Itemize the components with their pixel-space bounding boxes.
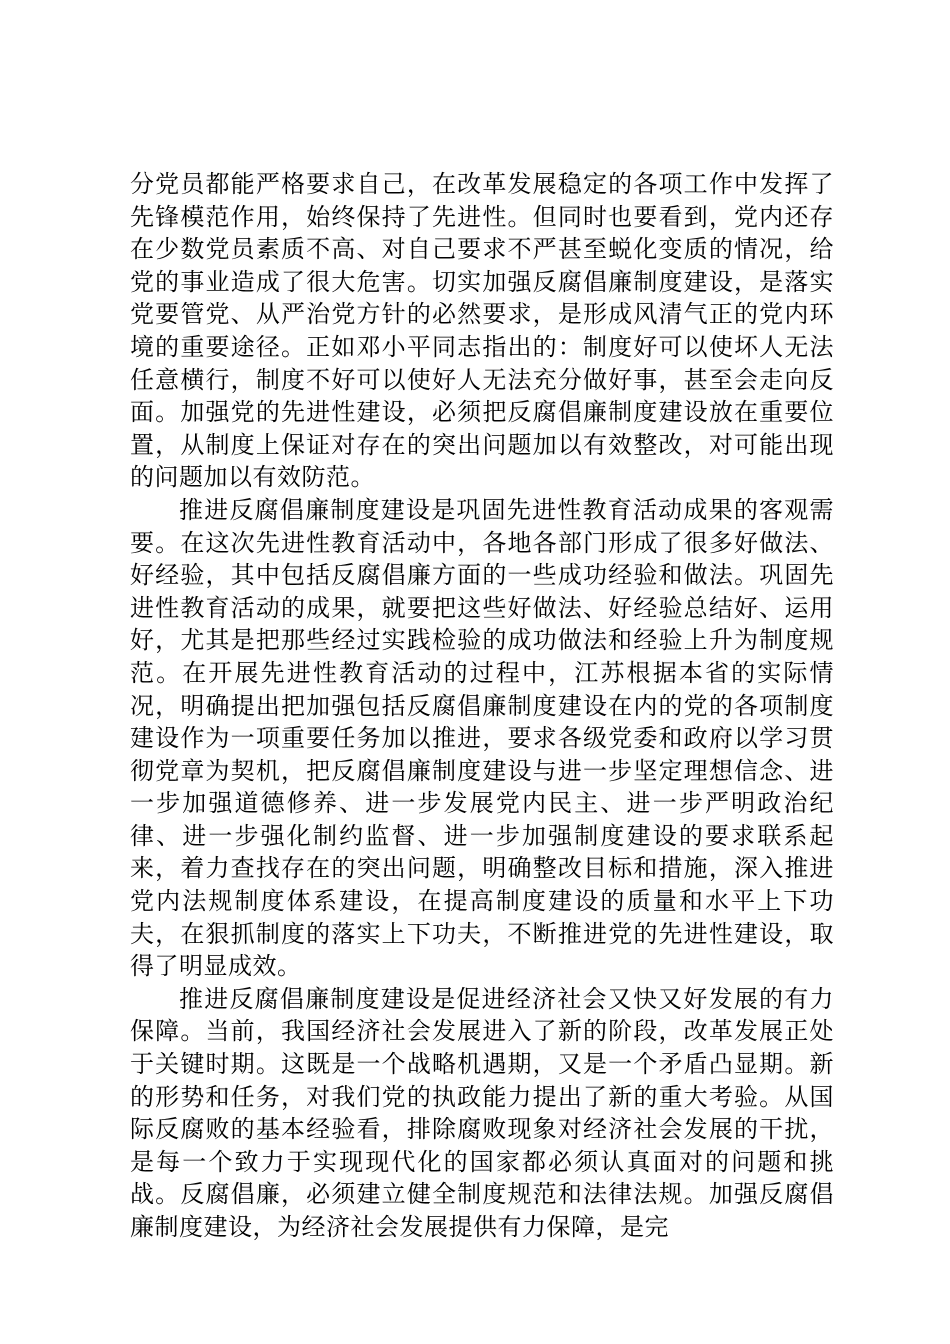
paragraph-2: 推进反腐倡廉制度建设是巩固先进性教育活动成果的客观需要。在这次先进性教育活动中，各地各部门形成了很多好做法、好经验，其中包括反腐倡廉方面的一些成功经验和做法。巩固先进性教育活动的成果，就要把这些好做法、好经验总结好、运用好，尤其是把那些经过实践检验的成功做法和经验上升为制度规范。在开展先进性教育活动的过程中，江苏根据本省的实际情况，明确提出把加强包括反腐倡廉制度建设在内的党的各项制度建设作为一项重要任务加以推进，要求各级党委和政府以学习贯彻党章为契机，把反腐倡廉制度建设与进一步坚定理想信念、进一步加强道德修养、进一步发展党内民主、进一步严明政治纪律、进一步强化制约监督、进一步加强制度建设的要求联系起来，着力查找存在的突出问题，明确整改目标和措施，深入推进党内法规制度体系建设，在提高制度建设的质量和水平上下功夫，在狠抓制度的落实上下功夫，不断推进党的先进性建设，取得了明显成效。 bbox=[130, 495, 834, 981]
paragraph-3: 推进反腐倡廉制度建设是促进经济社会又快又好发展的有力保障。当前，我国经济社会发展进入了新的阶段，改革发展正处于关键时期。这既是一个战略机遇期，又是一个矛盾凸显期。新的形势和任务，对我们党的执政能力提出了新的重大考验。从国际反腐败的基本经验看，排除腐败现象对经济社会发展的干扰，是每一个致力于实现现代化的国家都必须认真面对的问题和挑战。反腐倡廉，必须建立健全制度规范和法律法规。加强反腐倡廉制度建设，为经济社会发展提供有力保障，是完 bbox=[130, 984, 834, 1241]
document-body bbox=[130, 168, 834, 1244]
paragraph-1: 分党员都能严格要求自己，在改革发展稳定的各项工作中发挥了先锋模范作用，始终保持了先进性。但同时也要看到，党内还存在少数党员素质不高、对自己要求不严甚至蜕化变质的情况，给党的事业造成了很大危害。切实加强反腐倡廉制度建设，是落实党要管党、从严治党方针的必然要求，是形成风清气正的党内环境的重要途径。正如邓小平同志指出的：制度好可以使坏人无法任意横行，制度不好可以使好人无法充分做好事，甚至会走向反面。加强党的先进性建设，必须把反腐倡廉制度建设放在重要位置，从制度上保证对存在的突出问题加以有效整改，对可能出现的问题加以有效防范。 bbox=[130, 170, 834, 492]
